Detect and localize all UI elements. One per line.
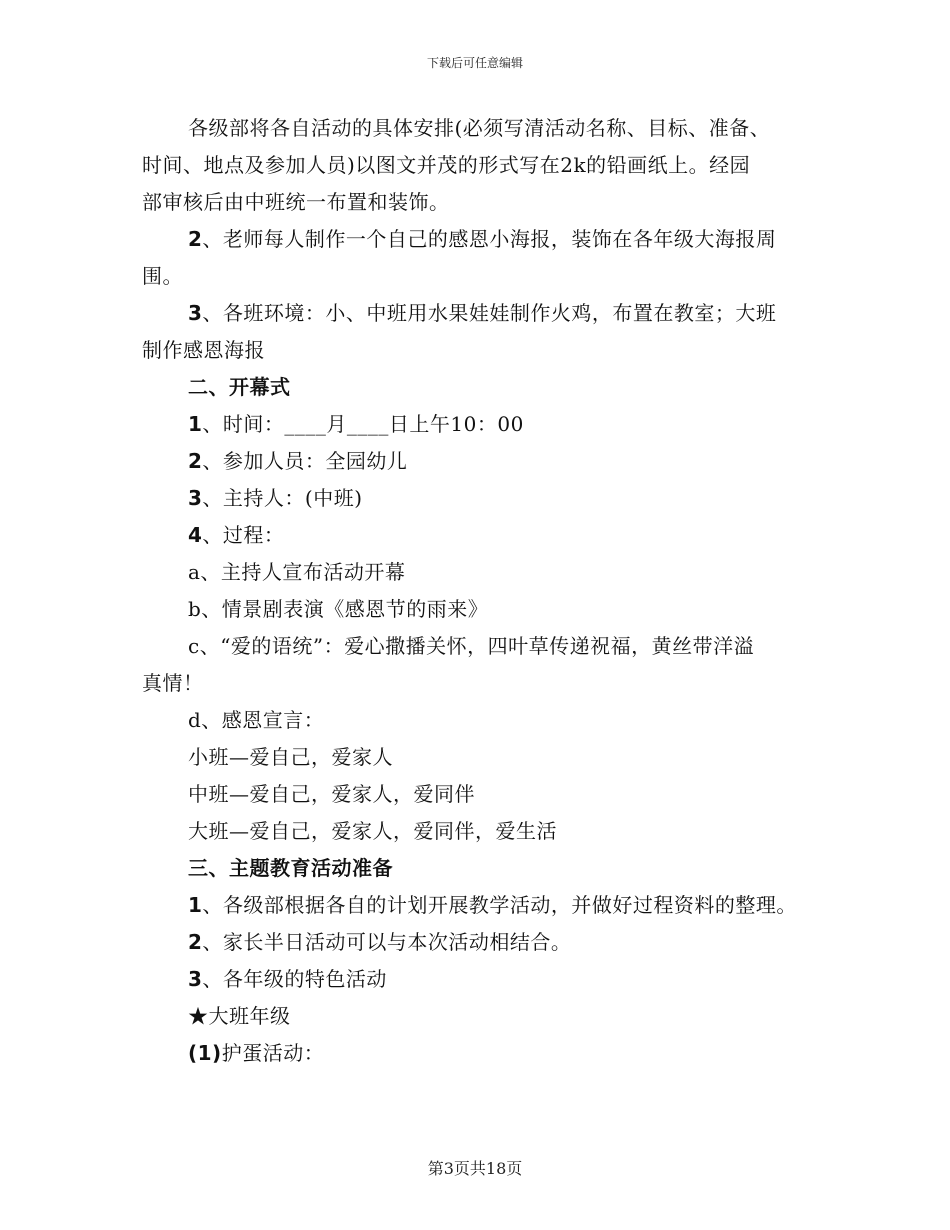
- line-text: 、家长半日活动可以与本次活动相结合。: [202, 930, 572, 954]
- line-text: 制作感恩海报: [142, 338, 265, 362]
- paragraph-line: [142, 850, 822, 887]
- page-footer: 第3页共18页: [427, 1159, 523, 1178]
- list-number: 2: [188, 449, 203, 473]
- line-text: 中班—爱自己，爱家人，爱同伴: [188, 782, 475, 806]
- paragraph-line: [142, 332, 822, 369]
- paragraph-line: [142, 295, 822, 332]
- paragraph-line: [142, 813, 822, 850]
- paragraph-line: [142, 110, 822, 147]
- line-text: 二、开幕式: [188, 375, 291, 399]
- paragraph-line: [142, 739, 822, 776]
- line-text: 、各级部根据各自的计划开展教学活动，并做好过程资料的整理。: [202, 893, 797, 917]
- list-number: 1: [188, 893, 203, 917]
- line-text: a、主持人宣布活动开幕: [188, 560, 406, 584]
- paragraph-line: [142, 998, 822, 1035]
- line-text: 、参加人员：全园幼儿: [202, 449, 408, 473]
- paragraph-line: [142, 443, 822, 480]
- paragraph-line: [142, 1035, 822, 1072]
- paragraph-line: [142, 258, 822, 295]
- paragraph-line: [142, 887, 822, 924]
- list-number: 4: [188, 523, 203, 547]
- paragraph-line: [142, 184, 822, 221]
- paragraph-line: [142, 554, 822, 591]
- paragraph-line: [142, 665, 822, 702]
- line-text: 、各班环境：小、中班用水果娃娃制作火鸡，布置在教室；大班: [202, 301, 777, 325]
- paragraph-line: [142, 480, 822, 517]
- line-text: 三、主题教育活动准备: [188, 856, 393, 880]
- page-header: 下载后可任意编辑: [426, 56, 523, 70]
- line-text: 各级部将各自活动的具体安排(必须写清活动名称、目标、准备、: [188, 116, 771, 140]
- line-text: 围。: [142, 264, 183, 288]
- paragraph-line: [142, 406, 822, 443]
- list-number: 2: [188, 227, 203, 251]
- paragraph-line: [142, 702, 822, 739]
- line-text: 、老师每人制作一个自己的感恩小海报，装饰在各年级大海报周: [202, 227, 777, 251]
- line-text: ★大班年级: [188, 1004, 291, 1028]
- paragraph-line: [142, 221, 822, 258]
- line-text: b、情景剧表演《感恩节的雨来》: [188, 597, 489, 621]
- paragraph-line: [142, 924, 822, 961]
- paragraph-line: [142, 628, 822, 665]
- line-text: 部审核后由中班统一布置和装饰。: [142, 190, 450, 214]
- line-text: 、时间：____月____日上午10：00: [202, 412, 524, 436]
- list-number: 3: [188, 486, 203, 510]
- paragraph-line: [142, 776, 822, 813]
- paragraph-line: [142, 517, 822, 554]
- paragraph-line: [142, 961, 822, 998]
- paragraph-line: [142, 369, 822, 406]
- line-text: 护蛋活动：: [221, 1041, 325, 1065]
- paragraph-line: [142, 147, 822, 184]
- list-number: 2: [188, 930, 203, 954]
- document-body: [142, 110, 822, 1072]
- line-text: 真情！: [142, 671, 204, 695]
- line-text: 大班—爱自己，爱家人，爱同伴，爱生活: [188, 819, 557, 843]
- line-text: 、主持人：(中班): [202, 486, 363, 510]
- line-text: 、过程：: [202, 523, 285, 547]
- line-text: d、感恩宣言：: [188, 708, 325, 732]
- line-text: 小班—爱自己，爱家人: [188, 745, 393, 769]
- line-text: c、“爱的语统”：爱心撒播关怀，四叶草传递祝福，黄丝带洋溢: [188, 634, 755, 658]
- paragraph-line: [142, 591, 822, 628]
- line-text: 时间、地点及参加人员)以图文并茂的形式写在2k的铅画纸上。经园: [142, 153, 751, 177]
- list-number: 1: [188, 412, 203, 436]
- list-number: 3: [188, 967, 203, 991]
- list-number: 3: [188, 301, 203, 325]
- list-number: (1): [188, 1041, 222, 1065]
- line-text: 、各年级的特色活动: [202, 967, 387, 991]
